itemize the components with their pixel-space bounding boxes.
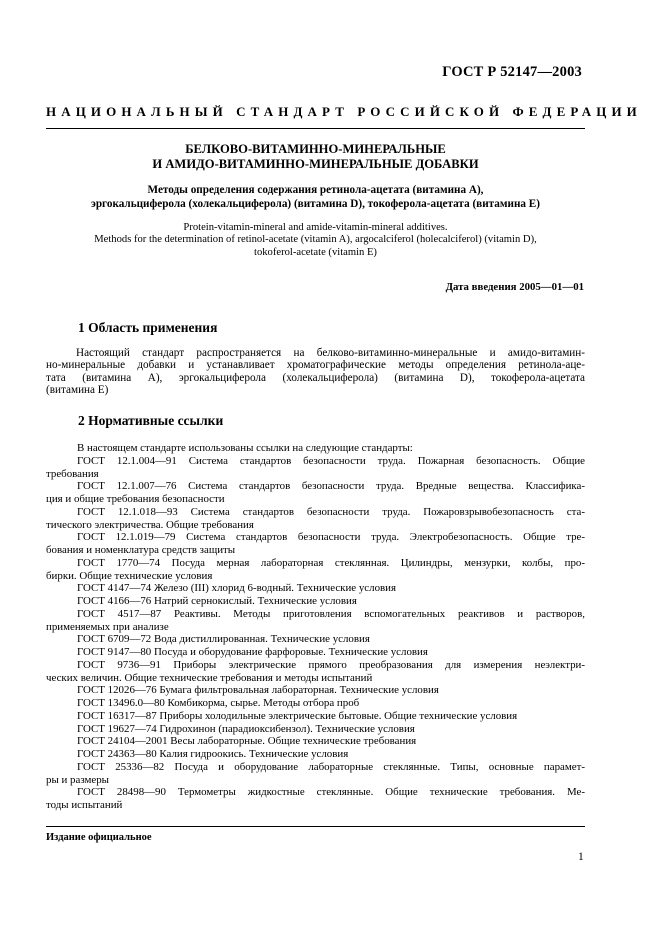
section-1-line: Настоящий стандарт распространяется на белково-витаминно-минеральные и амидо-витамин- — [76, 347, 585, 359]
section-1-line: (витамина Е) — [46, 384, 109, 397]
document-title — [46, 142, 585, 172]
reference-item-continuation: применяемых при анализе — [46, 620, 169, 633]
official-edition-label: Издание официальное — [46, 832, 152, 843]
standard-code: ГОСТ Р 52147—2003 — [442, 64, 582, 80]
reference-item-continuation: бирки. Общие технические условия — [46, 569, 213, 582]
reference-item: ГОСТ 16317—87 Приборы холодильные электрические бытовые. Общие технические условия — [77, 709, 518, 722]
reference-item: ГОСТ 13496.0—80 Комбикорма, сырье. Методы отбора проб — [77, 697, 360, 709]
section-1-heading: 1 Область применения — [78, 320, 218, 335]
section-1-body — [46, 347, 585, 397]
subtitle-line-1: Методы определения содержания ретинола-ацетата (витамина А), — [147, 184, 484, 196]
reference-item: ГОСТ 25336—82 Посуда и оборудование лабораторные стеклянные. Типы, основные парамет- — [77, 760, 585, 773]
title-line-1: БЕЛКОВО-ВИТАМИННО-МИНЕРАЛЬНЫЕ — [185, 142, 446, 156]
section-2-heading: 2 Нормативные ссылки — [78, 413, 224, 428]
reference-item-continuation: требования — [46, 467, 99, 480]
section-1-line: но-минеральные добавки и устанавливает хроматографические методы определения ретинола-аце- — [46, 359, 585, 372]
reference-item: ГОСТ 19627—74 Гидрохинон (парадиоксибензол). Технические условия — [77, 722, 415, 735]
reference-item-continuation: тоды испытаний — [46, 799, 123, 811]
footer-divider — [46, 826, 585, 827]
reference-item: ГОСТ 24104—2001 Весы лабораторные. Общие технические требования — [77, 735, 417, 748]
reference-item: ГОСТ 9736—91 Приборы электрические прямого преобразования для измерения неэлектри- — [77, 658, 585, 671]
reference-item-continuation: бования и номенклатура средств защиты — [46, 544, 236, 556]
reference-item: ГОСТ 12.1.004—91 Система стандартов безопасности труда. Пожарная безопасность. Общие — [77, 454, 585, 467]
reference-item: ГОСТ 12.1.007—76 Система стандартов безопасности труда. Вредные вещества. Классифика- — [77, 480, 585, 493]
reference-item: ГОСТ 6709—72 Вода дистиллированная. Технические условия — [77, 633, 370, 646]
reference-item: ГОСТ 4517—87 Реактивы. Методы приготовления вспомогательных реактивов и растворов, — [77, 607, 585, 620]
english-title-line-3: tokoferol-acetate (vitamin E) — [254, 246, 377, 258]
reference-item: ГОСТ 9147—80 Посуда и оборудование фарфоровые. Технические условия — [77, 646, 428, 658]
subtitle-line-2: эргокальциферола (холекальциферола) (витамина D), токоферола-ацетата (витамина Е) — [91, 197, 540, 210]
references-intro: В настоящем стандарте использованы ссылки на следующие стандарты: — [77, 442, 413, 454]
reference-item: ГОСТ 12026—76 Бумага фильтровальная лабораторная. Технические условия — [77, 684, 439, 697]
reference-item-continuation: ры и размеры — [46, 773, 109, 786]
reference-item: ГОСТ 1770—74 Посуда мерная лабораторная стеклянная. Цилиндры, мензурки, колбы, про- — [77, 556, 585, 569]
english-title — [30, 222, 601, 259]
reference-item: ГОСТ 4166—76 Натрий сернокислый. Технические условия — [77, 595, 357, 607]
reference-item-continuation: ческих величин. Общие технические требования и методы испытаний — [46, 671, 373, 684]
section-1-line: тата (витамина А), эргокальциферола (холекальциферола) (витамина D), токоферола-ацетата — [46, 371, 585, 384]
reference-item: ГОСТ 12.1.018—93 Система стандартов безопасности труда. Пожаровзрывобезопасность ста- — [77, 505, 585, 518]
header-divider — [46, 128, 585, 129]
reference-item-continuation: ция и общие требования безопасности — [46, 493, 225, 505]
reference-item: ГОСТ 28498—90 Термометры жидкостные стеклянные. Общие технические требования. Ме- — [77, 786, 585, 799]
reference-item: ГОСТ 12.1.019—79 Система стандартов безопасности труда. Электробезопасность. Общие тре- — [77, 531, 585, 544]
reference-item-continuation: тического электричества. Общие требования — [46, 518, 254, 531]
english-title-line-1: Protein-vitamin-mineral and amide-vitamin-mineral additives. — [183, 222, 448, 233]
introduction-date: Дата введения 2005—01—01 — [445, 281, 584, 293]
page-number: 1 — [578, 851, 584, 863]
document-subtitle — [46, 184, 585, 211]
normative-references — [46, 442, 585, 812]
english-title-line-2: Methods for the determination of retinol-acetate (vitamin A), argocalciferol (holecalciferol) (vitamin D), — [94, 234, 537, 246]
title-line-2: И АМИДО-ВИТАМИННО-МИНЕРАЛЬНЫЕ ДОБАВКИ — [152, 157, 479, 171]
reference-item: ГОСТ 4147—74 Железо (III) хлорид 6-водный. Технические условия — [77, 582, 397, 595]
reference-item: ГОСТ 24363—80 Калия гидроокись. Технические условия — [77, 748, 349, 760]
national-standard-banner: НАЦИОНАЛЬНЫЙ СТАНДАРТ РОССИЙСКОЙ ФЕДЕРАЦИИ — [46, 104, 642, 119]
